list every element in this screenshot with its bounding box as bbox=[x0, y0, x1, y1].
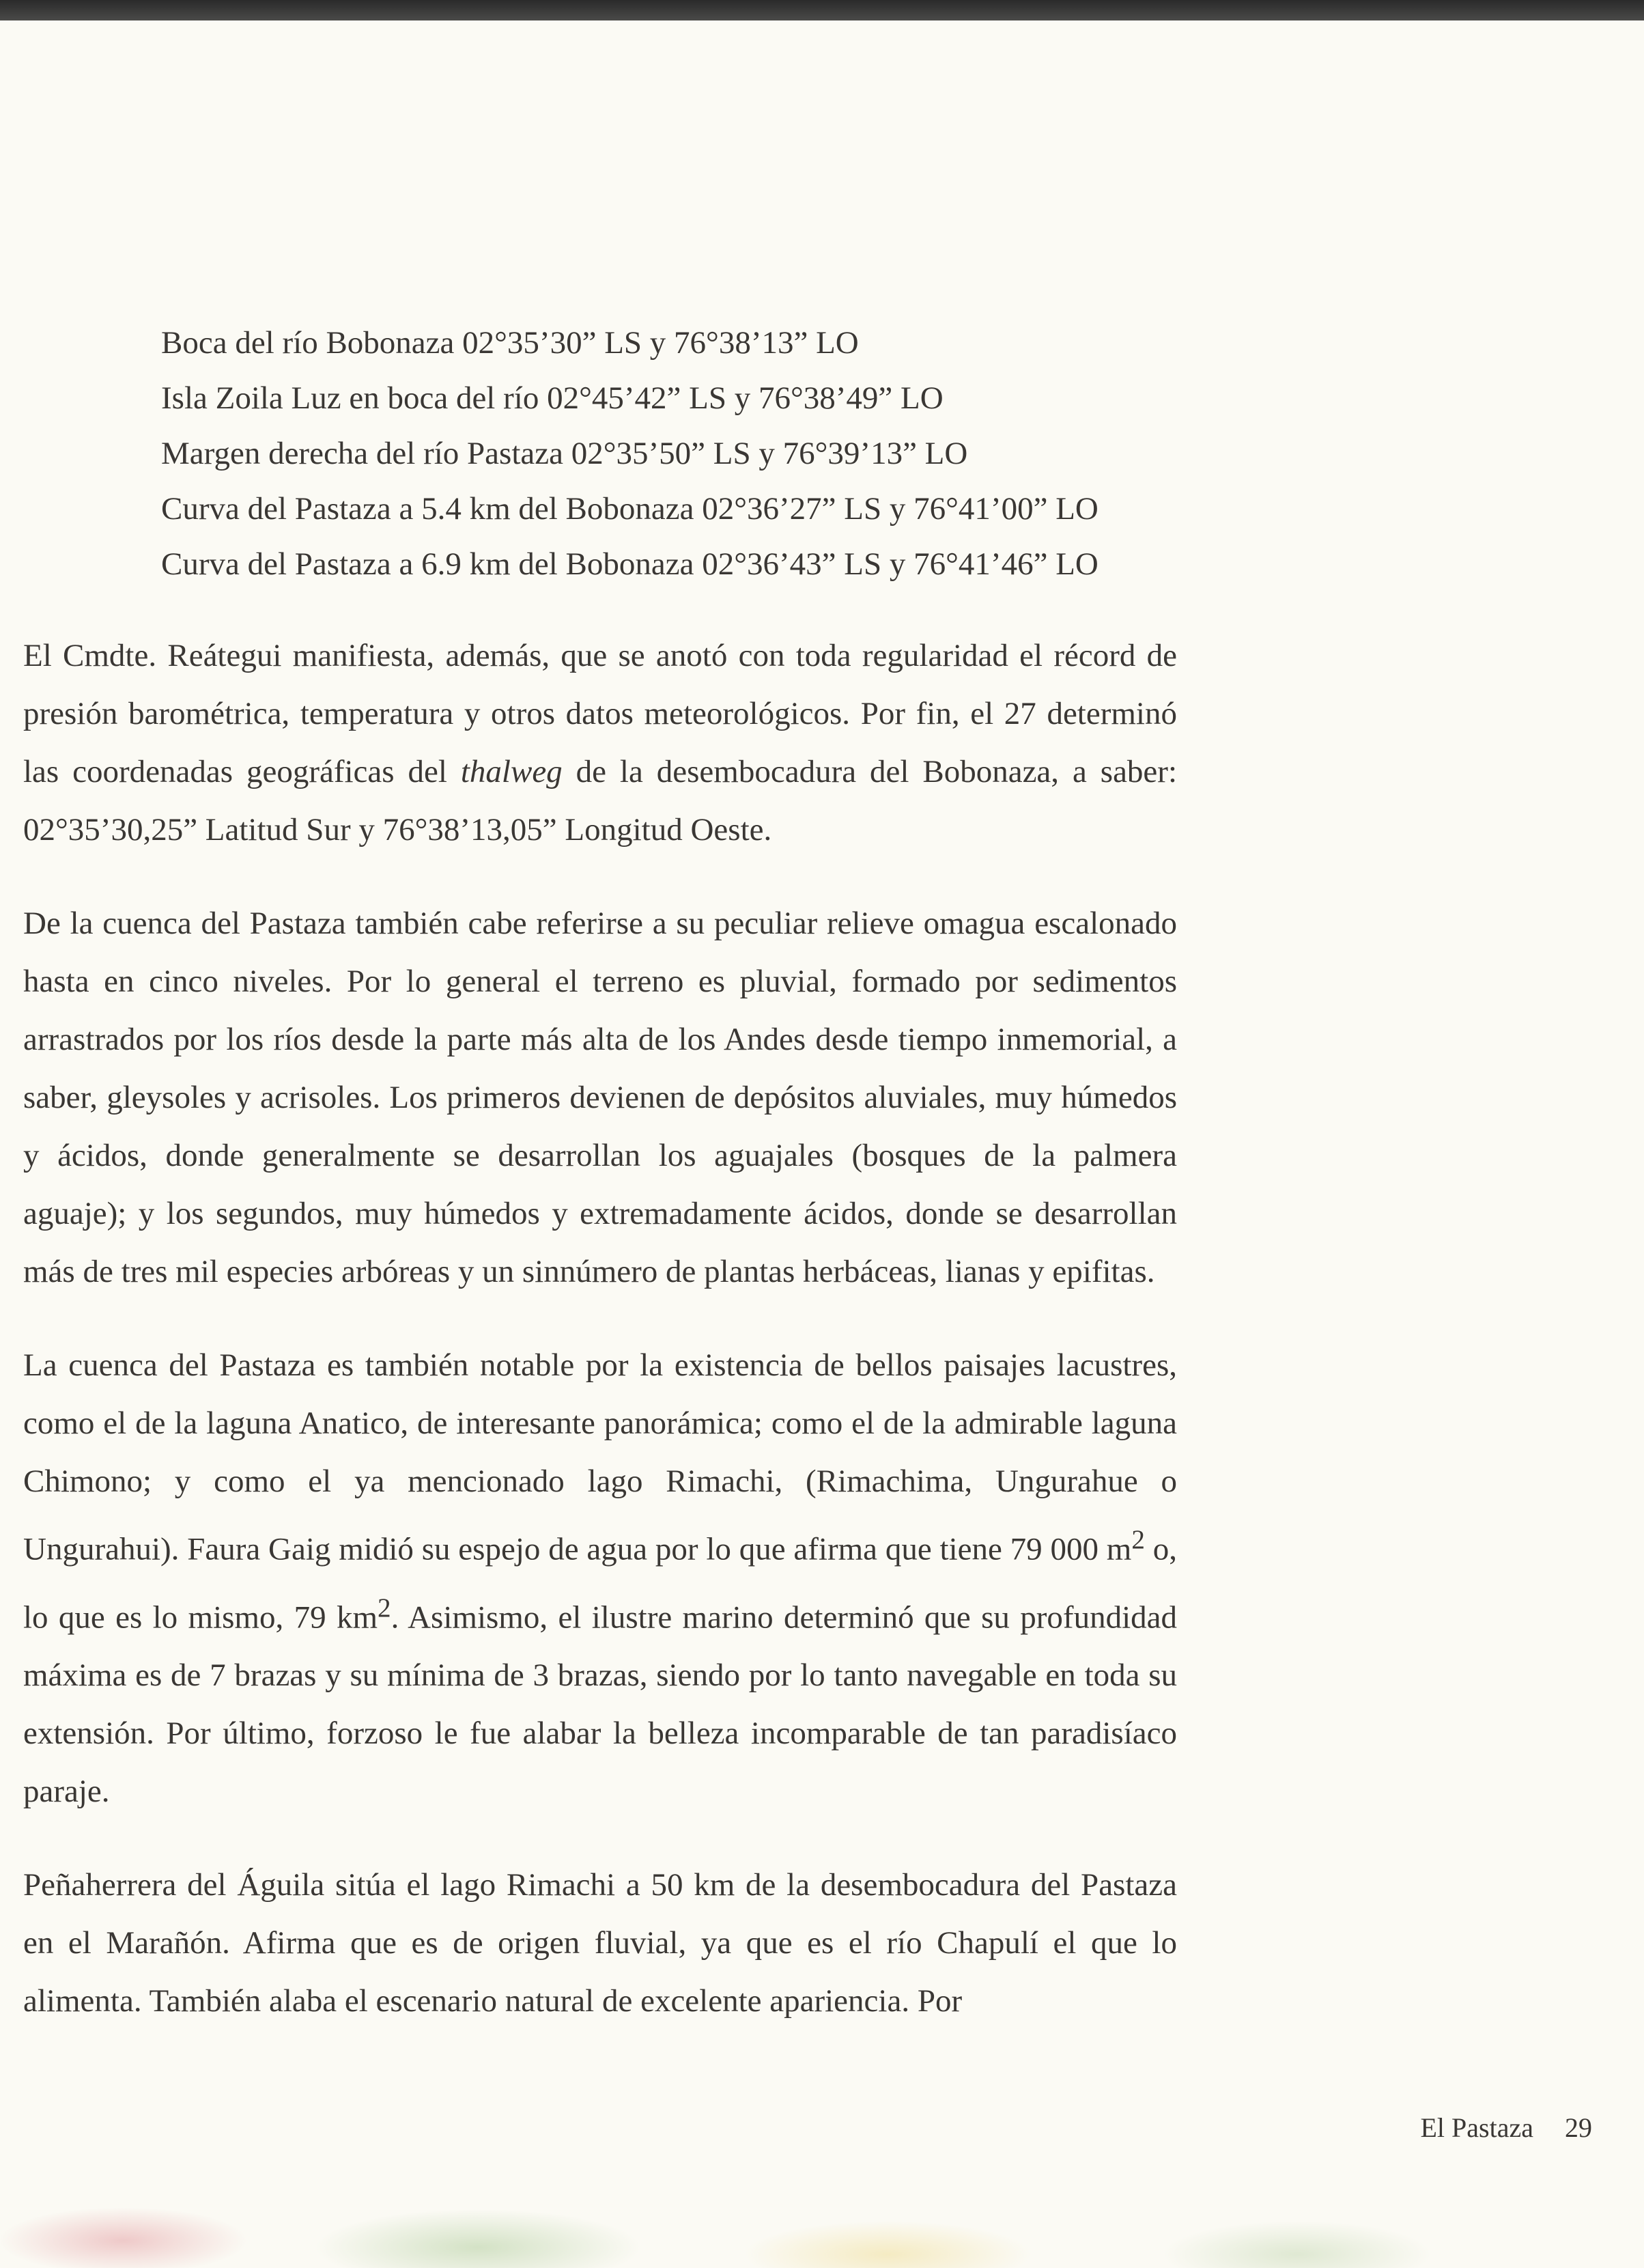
coordinates-list bbox=[161, 316, 1322, 592]
coordinate-line: Boca del río Bobonaza 02°35’30” LS y 76°38’13” LO bbox=[161, 325, 859, 361]
paragraph-relief: De la cuenca del Pastaza también cabe referirse a su peculiar relieve omagua escalonado hasta en cinco niveles. Por lo general el terreno es pluvial, formado por sedimentos arrastrados por los ríos desde la parte más alta de los Andes desde tiempo inmemorial, a saber, gleysoles y acrisoles. Los primeros devienen de depósitos aluviales, muy húmedos y ácidos, donde generalmente se desarrollan los aguajales (bosques de la palmera aguaje); y los segundos, muy húmedos y extremadamente ácidos, donde se desarrollan más de tres mil especies arbóreas y un sinnúmero de plantas herbáceas, lianas y epifitas. bbox=[23, 906, 1177, 1289]
decorative-bottom-band bbox=[0, 2159, 1644, 2268]
body-text bbox=[23, 627, 1177, 2066]
coordinate-line: Curva del Pastaza a 5.4 km del Bobonaza 02°36’27” LS y 76°41’00” LO bbox=[161, 491, 1099, 527]
paragraph-rimachi: Peñaherrera del Águila sitúa el lago Rimachi a 50 km de la desembocadura del Pastaza en el Marañón. Afirma que es de origen fluvial, ya que es el río Chapulí el que lo alimenta. También alaba el escenario natural de excelente apariencia. Por bbox=[23, 1867, 1177, 2019]
coordinate-line: Margen derecha del río Pastaza 02°35’50” LS y 76°39’13” LO bbox=[161, 436, 968, 471]
paragraph-lakes: La cuenca del Pastaza es también notable por la existencia de bellos paisajes lacustres, como el de la laguna Anatico, de interesante panorámica; como el de la admirable laguna Chimono; y como el ya mencionado lago Rimachi, (Rimachima, Ungurahue o Ungurahui). Faura Gaig midió su espejo de agua por lo que afirma que tiene 79 000 $m^2$ o, lo que es lo mismo, 79 $km^2$. Asimismo, el ilustre marino determinó que su profundidad máxima es de 7 brazas y su mínima de 3 brazas, siendo por lo tanto navegable en toda su extensión. Por último, forzoso le fue alabar la belleza incomparable de tan paradisíaco paraje. bbox=[23, 1347, 1178, 1810]
running-title: El Pastaza bbox=[1420, 2112, 1533, 2143]
paragraph-barometric-record: El Cmdte. Reátegui manifiesta, además, que se anotó con toda regularidad el récord de presión barométrica, temperatura y otros datos meteorológicos. Por fin, el 27 determinó las coordenadas geográficas del thalweg de la desembocadura del Bobonaza, a saber: 02°35’30,25” Latitud Sur y 76°38’13,05” Longitud Oeste. bbox=[23, 638, 1177, 848]
page-footer bbox=[1421, 2112, 1593, 2144]
coordinate-line: Curva del Pastaza a 6.9 km del Bobonaza 02°36’43” LS y 76°41’46” LO bbox=[161, 546, 1099, 582]
thalweg-term: thalweg bbox=[460, 754, 563, 789]
page-number: 29 bbox=[1565, 2112, 1592, 2143]
scan-top-edge bbox=[0, 0, 1644, 20]
coordinate-line: Isla Zoila Luz en boca del río 02°45’42” LS y 76°38’49” LO bbox=[161, 380, 944, 416]
